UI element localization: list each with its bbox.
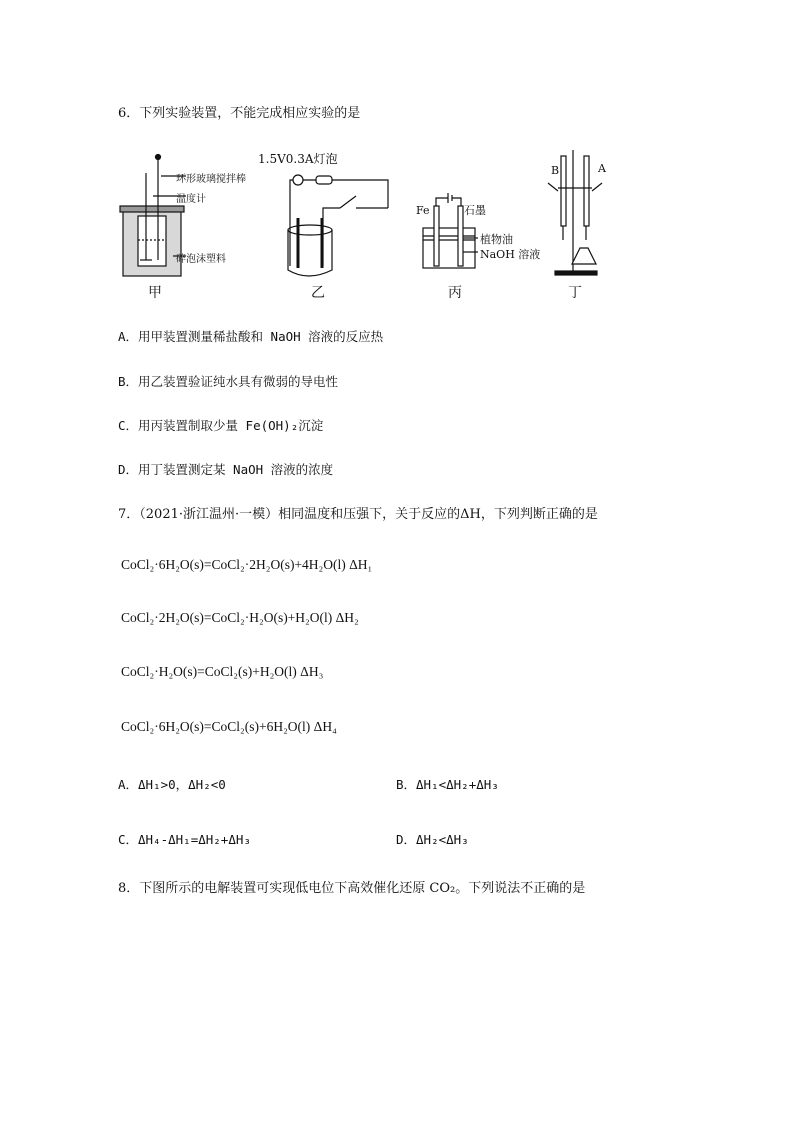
- q6-option-b: B．用乙装置验证纯水具有微弱的导电性: [118, 374, 339, 389]
- q7-option-c: C．ΔH₄-ΔH₁=ΔH₂+ΔH₃: [118, 832, 251, 847]
- label-naoh: NaOH 溶液: [480, 248, 541, 261]
- caption-ding: 丁: [568, 285, 582, 301]
- label-oil: 植物油: [480, 233, 513, 246]
- q8-stem: 8．下图所示的电解装置可实现低电位下高效催化还原 CO₂。下列说法不正确的是: [118, 881, 586, 896]
- label-thermometer: 温度计: [176, 194, 206, 205]
- q6-option-d: D．用丁装置测定某 NaOH 溶液的浓度: [118, 462, 334, 477]
- q6-option-c: C．用丙装置制取少量 Fe(OH)₂沉淀: [118, 418, 324, 433]
- caption-bing: 丙: [448, 285, 462, 301]
- q6-option-a: A．用甲装置测量稀盐酸和 NaOH 溶液的反应热: [118, 329, 384, 344]
- q7-equation-3: CoCl₂·H₂O(s)=CoCl₂(s)+H₂O(l) ΔH₃: [121, 664, 324, 679]
- label-stirrer: 环形玻璃搅拌棒: [176, 174, 246, 185]
- q7-equation-4: CoCl₂·6H₂O(s)=CoCl₂(s)+6H₂O(l) ΔH₄: [121, 719, 337, 734]
- caption-yi: 乙: [311, 285, 325, 301]
- label-a: A: [598, 162, 606, 175]
- q7-equation-2: CoCl₂·2H₂O(s)=CoCl₂·H₂O(s)+H₂O(l) ΔH₂: [121, 610, 359, 625]
- caption-jia: 甲: [148, 285, 162, 301]
- q7-option-a: A．ΔH₁>0，ΔH₂<0: [118, 777, 226, 792]
- q7-option-d: D．ΔH₂<ΔH₃: [396, 832, 469, 847]
- q7-stem: 7．（2021·浙江温州·一模）相同温度和压强下，关于反应的ΔH，下列判断正确的是: [118, 507, 598, 522]
- q7-equation-1: CoCl₂·6H₂O(s)=CoCl₂·2H₂O(s)+4H₂O(l) ΔH₁: [121, 557, 373, 572]
- label-bulb: 1.5V0.3A灯泡: [258, 152, 338, 166]
- q6-figure: [118, 148, 618, 303]
- label-b: B: [551, 164, 560, 177]
- label-fe: Fe: [416, 204, 430, 217]
- label-graphite: 石墨: [464, 204, 486, 217]
- q6-stem: 6．下列实验装置，不能完成相应实验的是: [118, 106, 361, 121]
- q7-option-b: B．ΔH₁<ΔH₂+ΔH₃: [396, 777, 499, 792]
- apparatus-yi: [288, 175, 388, 276]
- label-foam: 碎泡沫塑料: [176, 254, 226, 265]
